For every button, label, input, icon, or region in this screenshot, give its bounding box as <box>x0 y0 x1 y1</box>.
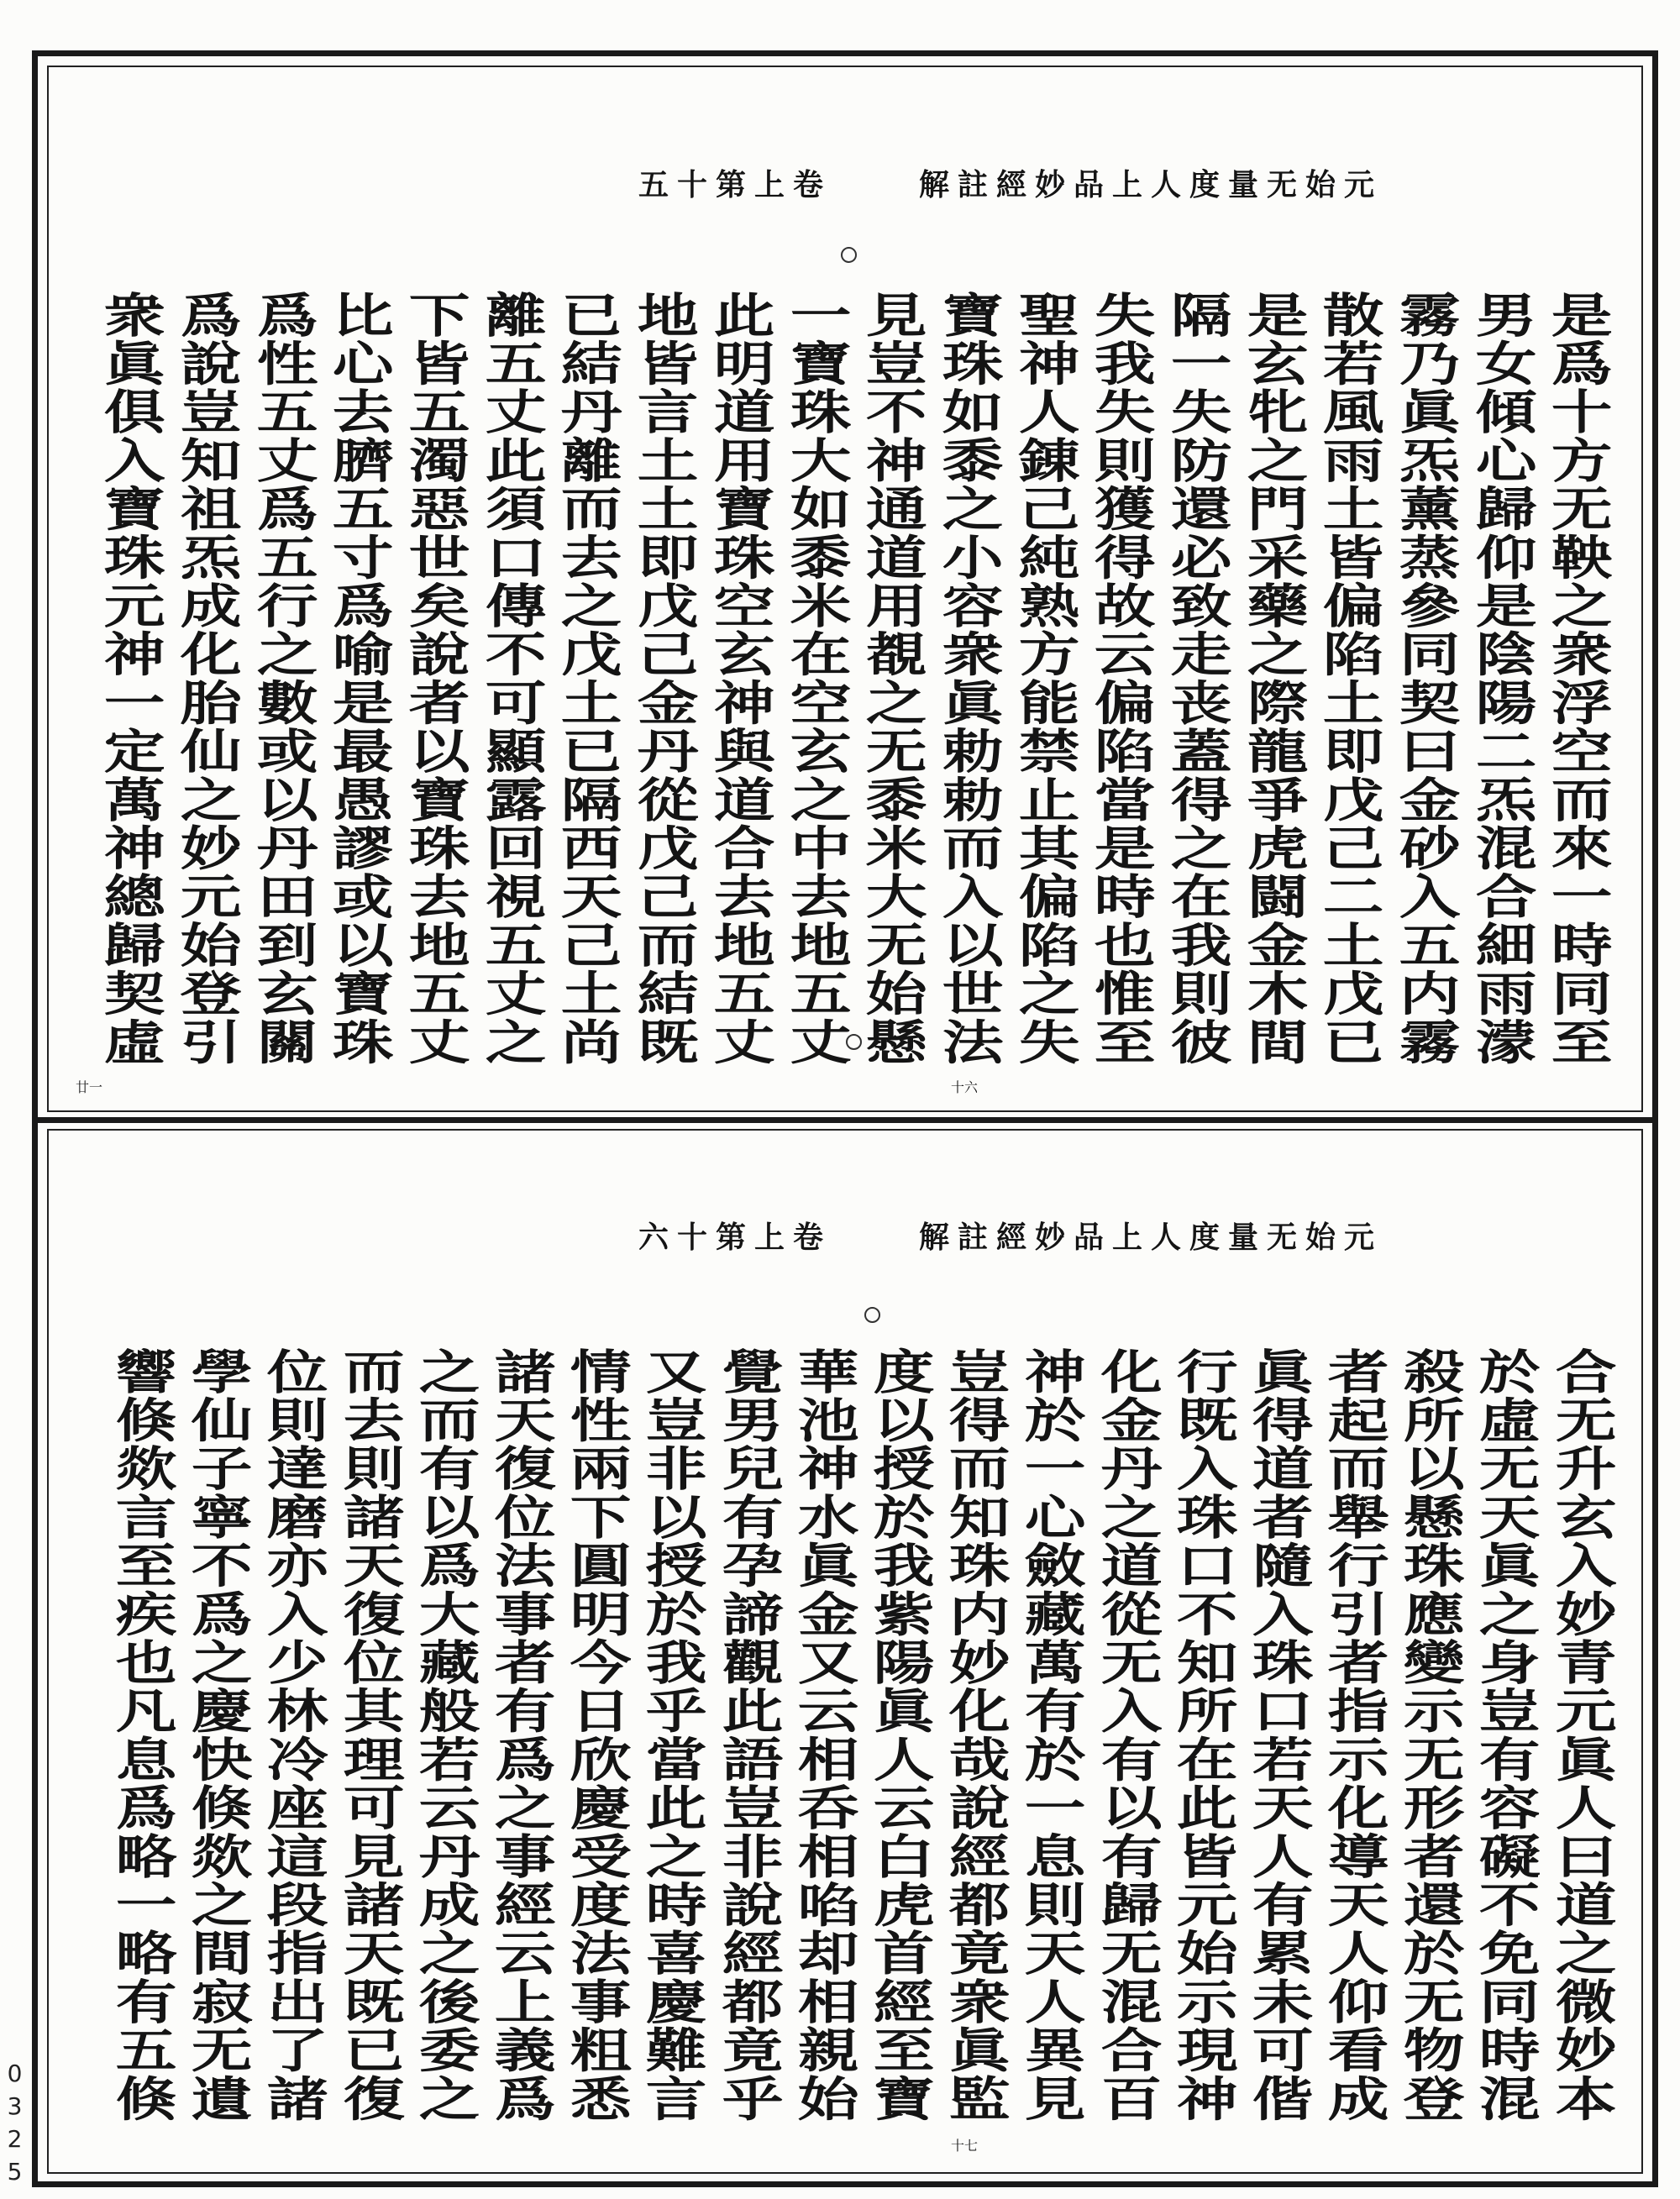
text-column <box>1006 291 1083 1080</box>
column-text: 爲說豈知祖炁成化胎仙之妙元始登引 <box>171 291 243 1067</box>
text-column <box>1235 291 1311 1080</box>
column-text: 一寶珠大如黍米在空玄之中去地五丈 <box>780 291 853 1067</box>
column-text: 位則達磨亦入少林冷座這段指出了諸 <box>257 1347 330 2123</box>
column-text: 眞得道者隨入珠口若天人有累未可偕 <box>1242 1347 1315 2123</box>
column-text: 豈得而知珠内妙化哉說經都竟衆眞監 <box>939 1347 1012 2123</box>
text-column <box>931 291 1007 1080</box>
header-section: 卷上第十五 <box>638 167 832 202</box>
text-column <box>1467 1347 1543 2137</box>
column-text: 之而有以爲大藏般若云丹成之後委之 <box>408 1347 481 2123</box>
column-text: 下皆五濁惡世矣說者以寶珠去地五丈 <box>399 291 471 1067</box>
fold-number: 廿一 <box>76 1079 103 1095</box>
column-text: 男女傾心歸仰是陰陽二炁混合細雨濛 <box>1465 291 1538 1067</box>
text-column <box>483 1347 559 2137</box>
text-column <box>1388 291 1464 1080</box>
column-text: 情性兩下圓明今日欣慶受度法事粗悉 <box>560 1347 633 2123</box>
text-column <box>180 1347 255 2137</box>
column-text: 衆眞俱入寶珠元神一定萬神總歸契虛 <box>94 291 167 1067</box>
column-text: 於虛无天眞之身豈有容礙不免同時混 <box>1469 1347 1542 2123</box>
text-column <box>244 291 321 1080</box>
top-panel-text <box>92 291 1616 1080</box>
panel-divider <box>32 1117 1658 1123</box>
page-number: 0325 <box>1 2060 29 2191</box>
text-column <box>332 1347 407 2137</box>
column-text: 見豈不神通道用覩之无黍米大无始懸 <box>856 291 929 1067</box>
text-column <box>104 1347 180 2137</box>
text-column <box>862 1347 937 2137</box>
text-column <box>854 291 931 1080</box>
column-text: 合无升玄入妙青元眞人曰道之微妙本 <box>1545 1347 1618 2123</box>
text-column <box>1463 291 1540 1080</box>
column-text: 此明道用寶珠空玄神與道合去地五丈 <box>703 291 776 1067</box>
bottom-panel-header <box>638 1218 1383 1257</box>
text-column <box>1392 1347 1467 2137</box>
column-text: 已結丹離而去之戊土已隔西天己土尚 <box>551 291 624 1067</box>
fold-number: 十六 <box>951 1079 979 1095</box>
column-text: 度以授於我紫陽眞人云白虎首經至寶 <box>864 1347 936 2123</box>
bottom-panel-text <box>104 1347 1620 2137</box>
text-column <box>473 291 549 1080</box>
column-text: 寶珠如黍之小容衆眞勅勅而入以世法 <box>932 291 1005 1067</box>
top-panel-header <box>638 165 1383 204</box>
text-column <box>1083 291 1159 1080</box>
column-text: 比心去臍五寸爲喻是最愚謬或以寶珠 <box>323 291 396 1067</box>
column-text: 失我失則獲得故云偏陷當是時也惟至 <box>1084 291 1158 1067</box>
column-text: 行既入珠口不知所在此皆元始示現神 <box>1166 1347 1239 2123</box>
column-text: 學仙子寧不爲之慶快倏欻之間寂无遺 <box>181 1347 255 2123</box>
column-text: 是爲十方无鞅之衆浮空而來一時同至 <box>1541 291 1614 1067</box>
header-title: 元始无量度人上品妙經註解 <box>918 167 1383 202</box>
text-column <box>407 1347 483 2137</box>
text-column <box>937 1347 1013 2137</box>
text-column <box>778 291 854 1080</box>
column-text: 諸天復位法事者有爲之事經云上義爲 <box>485 1347 557 2123</box>
text-column <box>397 291 474 1080</box>
fold-mark-circle <box>864 1307 880 1323</box>
column-text: 地皆言土土即戊己金丹從戊己而結既 <box>627 291 701 1067</box>
text-column <box>626 291 702 1080</box>
column-text: 聖神人錬己純熟方能禁止其偏陷之失 <box>1008 291 1081 1067</box>
column-text: 響倏欻言至疾也凡息爲略一略有五倏 <box>106 1347 178 2123</box>
fold-number: 十七 <box>951 2138 979 2154</box>
column-text: 散若風雨土皆偏陷土即戊己二土戊已 <box>1313 291 1386 1067</box>
column-text: 神於一心斂藏萬有於一息則天人異見 <box>1015 1347 1088 2123</box>
text-column <box>255 1347 331 2137</box>
header-title: 元始无量度人上品妙經註解 <box>918 1220 1383 1255</box>
column-text: 是玄牝之門采藥之際龍爭虎闘金木間 <box>1236 291 1310 1067</box>
text-column <box>786 1347 862 2137</box>
column-text: 而去則諸天復位其理可見諸天既已復 <box>333 1347 406 2123</box>
text-column <box>634 1347 710 2137</box>
text-column <box>92 291 169 1080</box>
text-column <box>1544 1347 1620 2137</box>
column-text: 化金丹之道從无入有以有歸无混合百 <box>1090 1347 1163 2123</box>
text-column <box>1165 1347 1241 2137</box>
column-text: 隔一失防還必致走丧蓋得之在我則彼 <box>1161 291 1233 1067</box>
column-text: 霧乃眞炁薰蒸參同契曰金砂入五内霧 <box>1389 291 1462 1067</box>
text-column <box>1540 291 1616 1080</box>
header-section: 卷上第十六 <box>638 1220 832 1255</box>
fold-mark-circle <box>841 247 857 263</box>
text-column <box>169 291 245 1080</box>
column-text: 爲性五丈爲五行之數或以丹田到玄關 <box>246 291 319 1067</box>
text-column <box>1316 1347 1392 2137</box>
column-text: 殺所以懸珠應變示无形者還於无物登 <box>1394 1347 1467 2123</box>
text-column <box>1311 291 1388 1080</box>
column-text: 離五丈此須口傳不可顯露回視五丈之 <box>475 291 548 1067</box>
text-column <box>559 1347 634 2137</box>
column-text: 華池神水眞金又云相呑相啗却相親始 <box>787 1347 860 2123</box>
text-column <box>711 1347 786 2137</box>
column-text: 又豈非以授於我乎當此之時喜慶難言 <box>636 1347 709 2123</box>
text-column <box>1013 1347 1089 2137</box>
text-column <box>1089 1347 1164 2137</box>
column-text: 者起而舉行引者指示化導天人仰看成 <box>1318 1347 1390 2123</box>
column-text: 覺男兒有孕諦觀此語豈非說經都竟乎 <box>711 1347 785 2123</box>
text-column <box>1241 1347 1316 2137</box>
text-column <box>702 291 779 1080</box>
text-column <box>549 291 626 1080</box>
text-column <box>321 291 397 1080</box>
text-column <box>1159 291 1236 1080</box>
